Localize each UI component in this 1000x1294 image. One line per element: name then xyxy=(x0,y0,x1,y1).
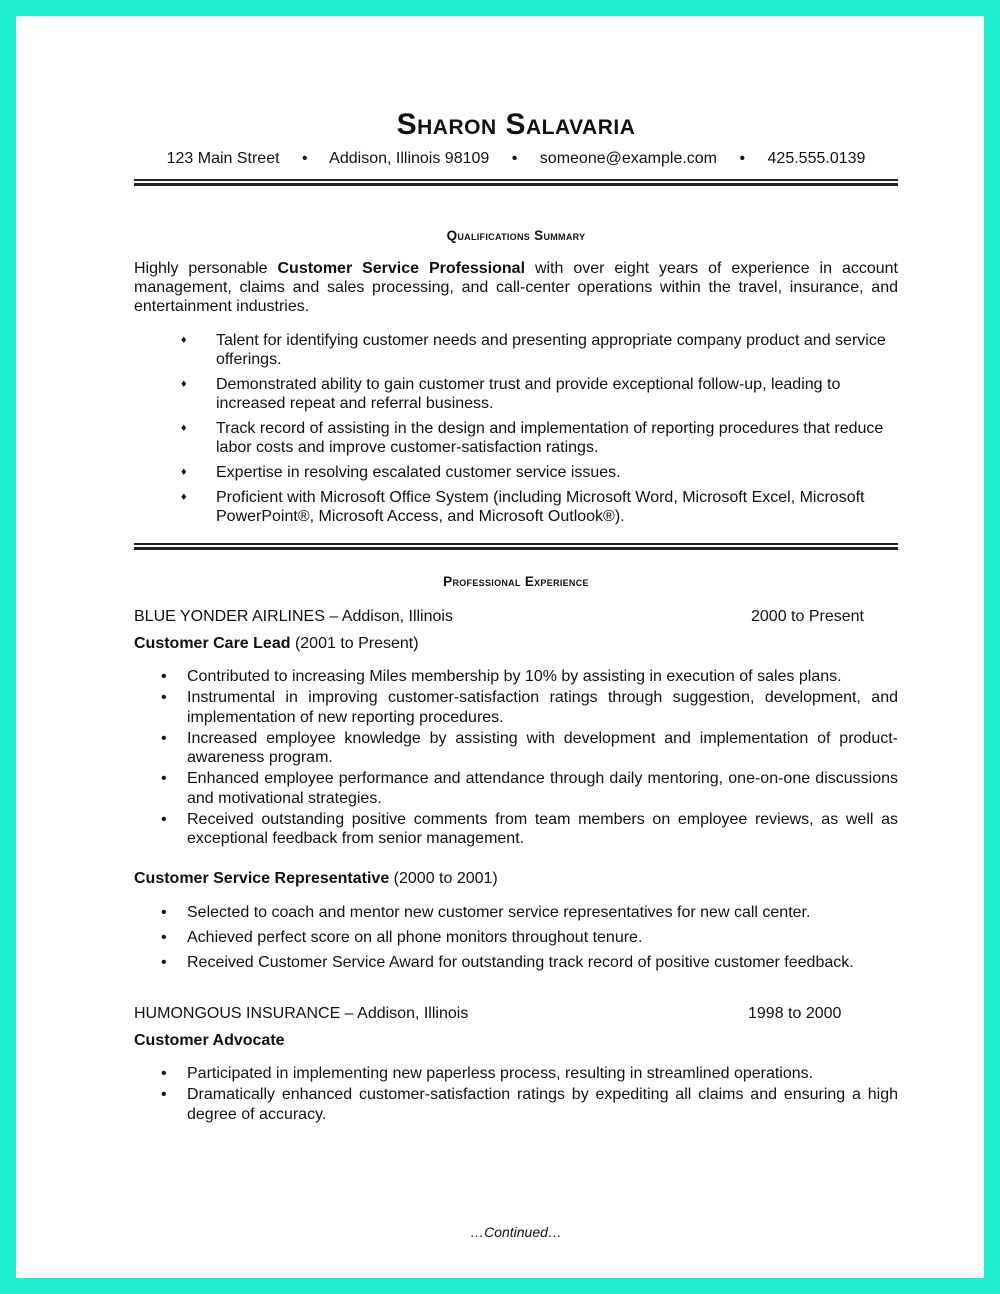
list-item-text: Dramatically enhanced customer-satisfaction ratings by expediting all claims and ensuring a high degree of accuracy. xyxy=(187,1086,898,1123)
list-item-text: Selected to coach and mentor new customer service representatives for new call center. xyxy=(187,904,811,921)
list-item-text: Received outstanding positive comments from team members on employee reviews, as well as exceptional feedback from senior management. xyxy=(187,810,898,847)
list-item xyxy=(161,1085,898,1124)
list-item-text: Talent for identifying customer needs and presenting appropriate company product and service offerings. xyxy=(216,332,886,368)
role-period: (2001 to Present) xyxy=(290,635,419,652)
header-rule xyxy=(134,179,898,186)
role-period: (2000 to 2001) xyxy=(389,870,498,887)
bullet-dot-icon: • xyxy=(161,770,167,787)
list-item xyxy=(181,331,901,369)
list-item xyxy=(161,810,898,849)
list-item-text: Proficient with Microsoft Office System (including Microsoft Word, Microsoft Excel, Microsoft PowerPoint®, Microsoft Access, and Microsoft Outlook®). xyxy=(216,489,865,525)
list-item xyxy=(181,463,901,482)
list-item xyxy=(161,928,898,948)
role-bullets xyxy=(161,1064,898,1126)
bullet-dot-icon: • xyxy=(161,1065,167,1082)
role-line xyxy=(134,1032,898,1050)
role-title: Customer Advocate xyxy=(134,1032,285,1049)
list-item-text: Enhanced employee performance and attendance through daily mentoring, one-on-one discussions and motivational strategies. xyxy=(187,770,898,807)
list-item-text: Track record of assisting in the design and implementation of reporting procedures that reduce labor costs and improve customer-satisfaction ratings. xyxy=(216,420,884,456)
diamond-bullet-icon: ♦ xyxy=(181,422,187,434)
list-item xyxy=(161,903,898,923)
list-item-text: Achieved perfect score on all phone monitors throughout tenure. xyxy=(187,929,643,946)
company-name: BLUE YONDER AIRLINES – Addison, Illinois xyxy=(134,608,453,625)
experience-heading: Professional Experience xyxy=(443,574,589,589)
diamond-bullet-icon: ♦ xyxy=(181,491,187,503)
email: someone@example.com xyxy=(539,150,718,167)
separator-dot: • xyxy=(739,150,746,167)
list-item-text: Received Customer Service Award for outstanding track record of positive customer feedback. xyxy=(187,954,854,971)
bullet-dot-icon: • xyxy=(161,729,167,747)
applicant-name: Sharon Salavaria xyxy=(396,108,636,141)
role-line xyxy=(134,870,898,888)
list-item xyxy=(161,688,898,727)
address: 123 Main Street xyxy=(166,150,280,167)
company-line xyxy=(134,1005,898,1023)
qualifications-intro xyxy=(134,259,898,316)
role-bullets xyxy=(161,903,898,978)
diamond-bullet-icon: ♦ xyxy=(181,378,187,390)
qualifications-list xyxy=(181,331,901,532)
list-item xyxy=(181,375,901,413)
list-item-text: Participated in implementing new paperless process, resulting in streamlined operations. xyxy=(187,1065,814,1082)
qualifications-heading: Qualifications Summary xyxy=(446,228,586,243)
list-item xyxy=(161,729,898,768)
intro-highlight: Customer Service Professional xyxy=(277,260,526,277)
list-item-text: Contributed to increasing Miles membership by 10% by assisting in execution of sales plans. xyxy=(187,668,842,685)
role-title: Customer Care Lead xyxy=(134,635,291,652)
role-title: Customer Service Representative xyxy=(134,870,390,887)
phone: 425.555.0139 xyxy=(767,150,866,167)
list-item xyxy=(161,769,898,808)
list-item-text: Demonstrated ability to gain customer trust and provide exceptional follow-up, leading to increased repeat and referral business. xyxy=(216,376,841,412)
bullet-dot-icon: • xyxy=(161,954,167,971)
separator-dot: • xyxy=(511,150,518,167)
company-dates: 2000 to Present xyxy=(751,608,864,625)
list-item xyxy=(161,1064,898,1084)
role-bullets xyxy=(161,667,898,850)
list-item-text: Expertise in resolving escalated customer service issues. xyxy=(216,464,621,481)
intro-text: with over eight years of experience in account management, claims and sales processing, and call-center operations within the travel, insurance, and entertainment industries. xyxy=(134,260,898,315)
bullet-dot-icon: • xyxy=(161,668,167,685)
bullet-dot-icon: • xyxy=(161,689,167,706)
list-item xyxy=(161,953,898,973)
company-line xyxy=(134,608,898,626)
list-item xyxy=(181,488,901,526)
diamond-bullet-icon: ♦ xyxy=(181,466,187,478)
list-item-text: Instrumental in improving customer-satisfaction ratings through suggestion, development, and implementation of new reporting procedures. xyxy=(187,689,898,726)
company-dates: 1998 to 2000 xyxy=(748,1005,842,1022)
contact-line xyxy=(16,150,1000,168)
list-item xyxy=(181,419,901,457)
bullet-dot-icon: • xyxy=(161,1086,167,1103)
separator-dot: • xyxy=(302,150,308,167)
role-line xyxy=(134,635,898,653)
diamond-bullet-icon: ♦ xyxy=(181,334,187,346)
intro-text: Highly personable xyxy=(134,260,278,277)
list-item-text: Increased employee knowledge by assisting with development and implementation of product-awareness program. xyxy=(187,729,898,766)
company-name: HUMONGOUS INSURANCE – Addison, Illinois xyxy=(134,1005,469,1022)
continued-note: …Continued… xyxy=(470,1224,562,1240)
bullet-dot-icon: • xyxy=(161,904,167,921)
list-item xyxy=(161,667,898,687)
section-rule xyxy=(134,543,898,550)
bullet-dot-icon: • xyxy=(161,929,167,946)
city: Addison, Illinois 98109 xyxy=(329,150,490,167)
bullet-dot-icon: • xyxy=(161,810,167,828)
